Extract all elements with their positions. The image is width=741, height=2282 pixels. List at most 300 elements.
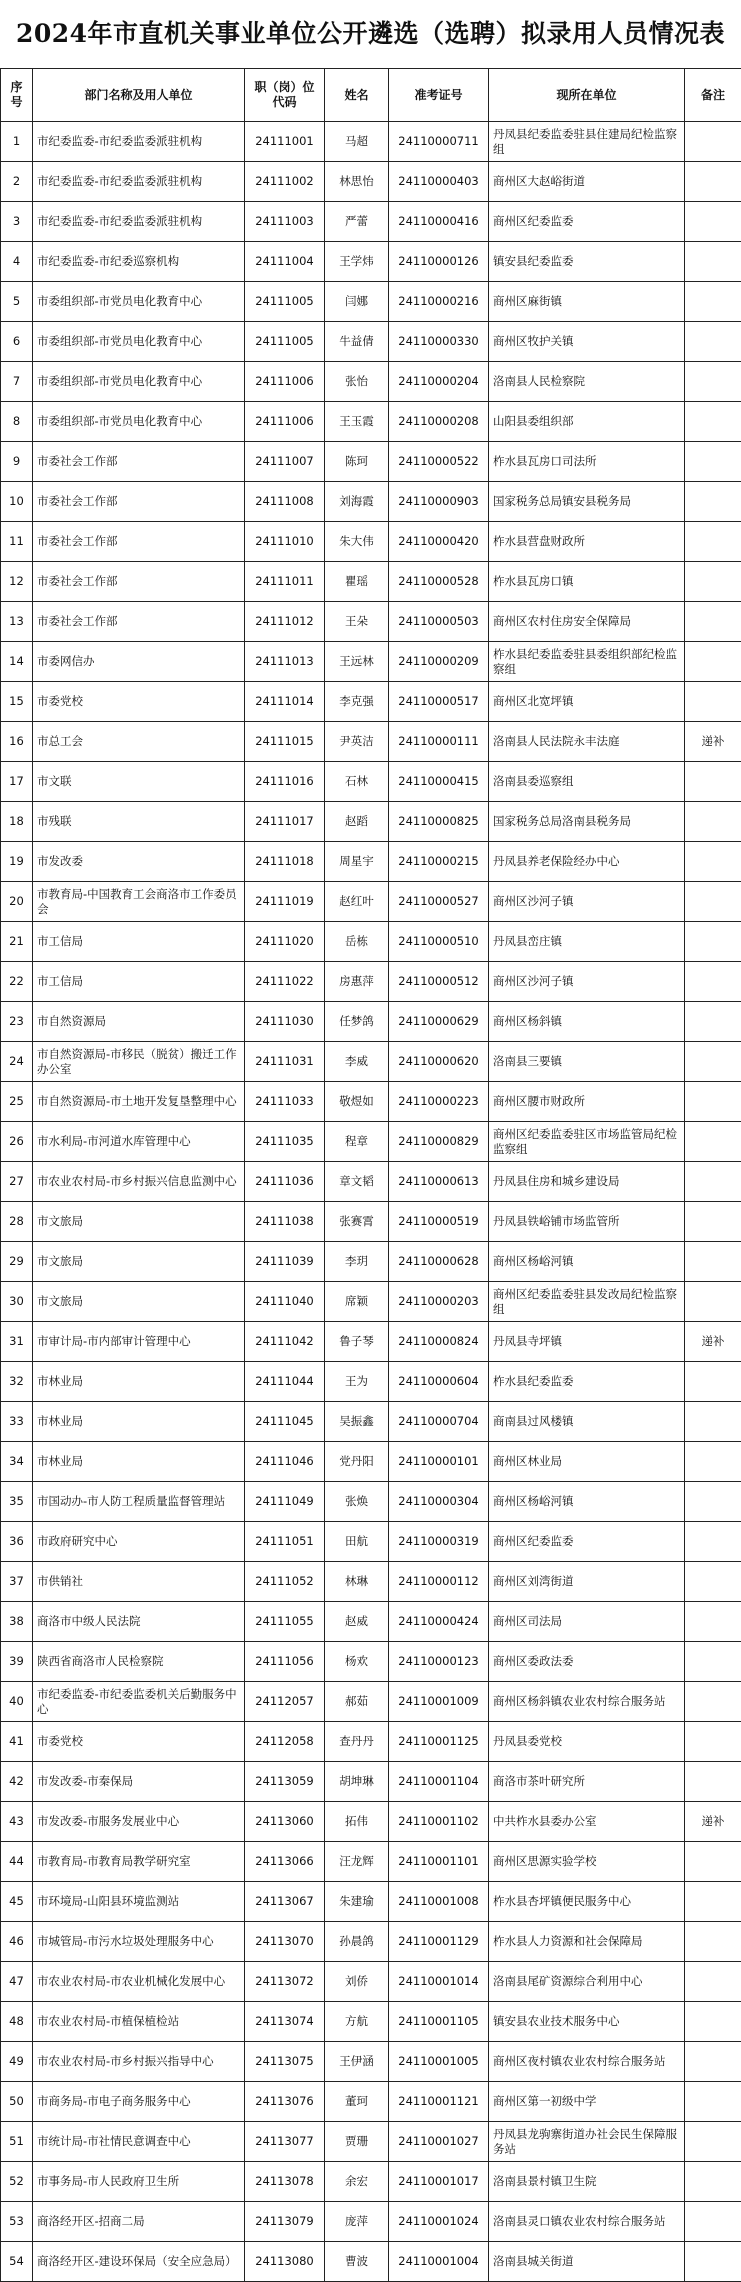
cell-note (685, 1482, 741, 1522)
cell-ticket: 24110000628 (389, 1242, 489, 1282)
cell-no: 45 (1, 1882, 33, 1922)
cell-dept: 市委社会工作部 (33, 602, 245, 642)
cell-dept: 市政府研究中心 (33, 1522, 245, 1562)
cell-dept: 市文联 (33, 762, 245, 802)
cell-ticket: 24110000123 (389, 1642, 489, 1682)
cell-no: 27 (1, 1162, 33, 1202)
cell-code: 24111052 (245, 1562, 325, 1602)
cell-name: 林琳 (325, 1562, 389, 1602)
cell-unit: 商州区杨斜镇 (489, 1002, 685, 1042)
cell-ticket: 24110000629 (389, 1002, 489, 1042)
cell-code: 24111030 (245, 1002, 325, 1042)
cell-no: 48 (1, 2002, 33, 2042)
cell-ticket: 24110000223 (389, 1082, 489, 1122)
cell-no: 24 (1, 1042, 33, 1082)
cell-code: 24111044 (245, 1362, 325, 1402)
table-row (1, 882, 741, 922)
table-row (1, 1922, 741, 1962)
cell-unit: 商州区思源实验学校 (489, 1842, 685, 1882)
cell-note (685, 1602, 741, 1642)
cell-ticket: 24110000101 (389, 1442, 489, 1482)
cell-unit: 商州区杨斜镇农业农村综合服务站 (489, 1682, 685, 1722)
table-row (1, 642, 741, 682)
cell-unit: 洛南县尾矿资源综合利用中心 (489, 1962, 685, 2002)
header-dept: 部门名称及用人单位 (33, 69, 245, 122)
cell-no: 16 (1, 722, 33, 762)
cell-ticket: 24110000126 (389, 242, 489, 282)
cell-unit: 商州区林业局 (489, 1442, 685, 1482)
cell-dept: 市自然资源局 (33, 1002, 245, 1042)
cell-code: 24111045 (245, 1402, 325, 1442)
cell-code: 24111007 (245, 442, 325, 482)
cell-unit: 洛南县三要镇 (489, 1042, 685, 1082)
table-row (1, 1122, 741, 1162)
cell-no: 47 (1, 1962, 33, 2002)
cell-code: 24111003 (245, 202, 325, 242)
cell-dept: 市委党校 (33, 1722, 245, 1762)
cell-no: 7 (1, 362, 33, 402)
header-code: 职（岗）位代码 (245, 69, 325, 122)
table-row (1, 402, 741, 442)
cell-no: 25 (1, 1082, 33, 1122)
cell-code: 24113076 (245, 2082, 325, 2122)
cell-code: 24111001 (245, 122, 325, 162)
cell-unit: 商州区纪委监委 (489, 1522, 685, 1562)
cell-code: 24111005 (245, 282, 325, 322)
cell-unit: 国家税务总局洛南县税务局 (489, 802, 685, 842)
cell-no: 50 (1, 2082, 33, 2122)
cell-ticket: 24110000825 (389, 802, 489, 842)
cell-no: 8 (1, 402, 33, 442)
cell-name: 牛益倩 (325, 322, 389, 362)
cell-no: 31 (1, 1322, 33, 1362)
cell-note (685, 802, 741, 842)
cell-unit: 国家税务总局镇安县税务局 (489, 482, 685, 522)
cell-code: 24111017 (245, 802, 325, 842)
cell-unit: 丹凤县寺坪镇 (489, 1322, 685, 1362)
cell-no: 3 (1, 202, 33, 242)
cell-code: 24111031 (245, 1042, 325, 1082)
cell-ticket: 24110000319 (389, 1522, 489, 1562)
cell-code: 24111012 (245, 602, 325, 642)
cell-code: 24113075 (245, 2042, 325, 2082)
cell-code: 24111014 (245, 682, 325, 722)
cell-ticket: 24110001129 (389, 1922, 489, 1962)
cell-name: 王远林 (325, 642, 389, 682)
table-row (1, 2042, 741, 2082)
cell-ticket: 24110001104 (389, 1762, 489, 1802)
cell-dept: 市总工会 (33, 722, 245, 762)
cell-dept: 市统计局-市社情民意调查中心 (33, 2122, 245, 2162)
cell-ticket: 24110000528 (389, 562, 489, 602)
cell-name: 郝茹 (325, 1682, 389, 1722)
cell-dept: 市林业局 (33, 1402, 245, 1442)
cell-name: 庞萍 (325, 2202, 389, 2242)
cell-no: 2 (1, 162, 33, 202)
cell-no: 10 (1, 482, 33, 522)
cell-note (685, 682, 741, 722)
cell-no: 35 (1, 1482, 33, 1522)
cell-note (685, 442, 741, 482)
cell-note (685, 2002, 741, 2042)
cell-ticket: 24110000711 (389, 122, 489, 162)
cell-unit: 商州区农村住房安全保障局 (489, 602, 685, 642)
cell-no: 37 (1, 1562, 33, 1602)
cell-note (685, 1162, 741, 1202)
table-row (1, 1482, 741, 1522)
table-row (1, 1562, 741, 1602)
cell-unit: 丹凤县纪委监委驻县住建局纪检监察组 (489, 122, 685, 162)
cell-dept: 市发改委-市服务发展业中心 (33, 1802, 245, 1842)
cell-note (685, 242, 741, 282)
cell-note (685, 162, 741, 202)
cell-name: 闫娜 (325, 282, 389, 322)
cell-no: 28 (1, 1202, 33, 1242)
cell-unit: 商州区第一初级中学 (489, 2082, 685, 2122)
cell-ticket: 24110000420 (389, 522, 489, 562)
table-row (1, 1442, 741, 1482)
table-row (1, 1282, 741, 1322)
cell-note (685, 482, 741, 522)
cell-unit: 中共柞水县委办公室 (489, 1802, 685, 1842)
cell-unit: 商州区纪委监委驻区市场监管局纪检监察组 (489, 1122, 685, 1162)
cell-no: 52 (1, 2162, 33, 2202)
cell-ticket: 24110000424 (389, 1602, 489, 1642)
cell-note (685, 1402, 741, 1442)
cell-unit: 柞水县瓦房口司法所 (489, 442, 685, 482)
cell-no: 18 (1, 802, 33, 842)
table-row (1, 802, 741, 842)
cell-unit: 商州区大赵峪街道 (489, 162, 685, 202)
cell-code: 24113059 (245, 1762, 325, 1802)
cell-code: 24111015 (245, 722, 325, 762)
table-row (1, 482, 741, 522)
cell-code: 24113077 (245, 2122, 325, 2162)
cell-code: 24111005 (245, 322, 325, 362)
cell-note (685, 1882, 741, 1922)
table-row (1, 1602, 741, 1642)
cell-note (685, 1762, 741, 1802)
cell-dept: 市审计局-市内部审计管理中心 (33, 1322, 245, 1362)
cell-unit: 商州区沙河子镇 (489, 882, 685, 922)
cell-dept: 市农业农村局-市乡村振兴指导中心 (33, 2042, 245, 2082)
cell-unit: 商南县过风楼镇 (489, 1402, 685, 1442)
cell-unit: 丹凤县住房和城乡建设局 (489, 1162, 685, 1202)
cell-no: 43 (1, 1802, 33, 1842)
cell-unit: 商州区杨峪河镇 (489, 1482, 685, 1522)
recruitment-table (0, 68, 741, 2282)
cell-code: 24111011 (245, 562, 325, 602)
cell-dept: 市事务局-市人民政府卫生所 (33, 2162, 245, 2202)
table-row (1, 1842, 741, 1882)
cell-ticket: 24110000613 (389, 1162, 489, 1202)
cell-unit: 镇安县纪委监委 (489, 242, 685, 282)
cell-no: 23 (1, 1002, 33, 1042)
cell-no: 51 (1, 2122, 33, 2162)
cell-ticket: 24110001101 (389, 1842, 489, 1882)
cell-name: 李玥 (325, 1242, 389, 1282)
cell-no: 14 (1, 642, 33, 682)
cell-name: 董珂 (325, 2082, 389, 2122)
cell-ticket: 24110000903 (389, 482, 489, 522)
cell-dept: 市林业局 (33, 1442, 245, 1482)
cell-name: 张怡 (325, 362, 389, 402)
cell-ticket: 24110001004 (389, 2242, 489, 2282)
cell-code: 24111038 (245, 1202, 325, 1242)
cell-note (685, 762, 741, 802)
cell-no: 21 (1, 922, 33, 962)
cell-unit: 柞水县杏坪镇便民服务中心 (489, 1882, 685, 1922)
cell-dept: 市自然资源局-市移民（脱贫）搬迁工作办公室 (33, 1042, 245, 1082)
table-row (1, 1802, 741, 1842)
cell-note (685, 1722, 741, 1762)
cell-name: 查丹丹 (325, 1722, 389, 1762)
cell-no: 36 (1, 1522, 33, 1562)
table-row (1, 602, 741, 642)
table-row (1, 1042, 741, 1082)
table-row (1, 442, 741, 482)
table-row (1, 1522, 741, 1562)
cell-ticket: 24110000216 (389, 282, 489, 322)
cell-name: 周星宇 (325, 842, 389, 882)
cell-code: 24113067 (245, 1882, 325, 1922)
cell-unit: 洛南县灵口镇农业农村综合服务站 (489, 2202, 685, 2242)
cell-note: 递补 (685, 1802, 741, 1842)
cell-no: 11 (1, 522, 33, 562)
cell-note (685, 1562, 741, 1602)
cell-name: 王为 (325, 1362, 389, 1402)
cell-code: 24111010 (245, 522, 325, 562)
table-row (1, 682, 741, 722)
cell-code: 24111051 (245, 1522, 325, 1562)
cell-ticket: 24110000403 (389, 162, 489, 202)
cell-ticket: 24110000704 (389, 1402, 489, 1442)
cell-note (685, 122, 741, 162)
cell-name: 胡坤琳 (325, 1762, 389, 1802)
cell-code: 24111008 (245, 482, 325, 522)
table-row (1, 1962, 741, 2002)
cell-no: 40 (1, 1682, 33, 1722)
cell-no: 20 (1, 882, 33, 922)
cell-name: 张赛霄 (325, 1202, 389, 1242)
cell-name: 马超 (325, 122, 389, 162)
cell-dept: 商洛经开区-建设环保局（安全应急局） (33, 2242, 245, 2282)
cell-name: 刘侨 (325, 1962, 389, 2002)
cell-name: 章文韬 (325, 1162, 389, 1202)
cell-ticket: 24110001121 (389, 2082, 489, 2122)
cell-dept: 市纪委监委-市纪委监委派驻机构 (33, 162, 245, 202)
cell-code: 24111046 (245, 1442, 325, 1482)
header-no: 序号 (1, 69, 33, 122)
cell-dept: 市文旅局 (33, 1242, 245, 1282)
table-body (1, 122, 741, 2282)
cell-name: 王玉霞 (325, 402, 389, 442)
cell-name: 岳栋 (325, 922, 389, 962)
cell-ticket: 24110001027 (389, 2122, 489, 2162)
cell-no: 49 (1, 2042, 33, 2082)
table-row (1, 1722, 741, 1762)
cell-unit: 商州区牧护关镇 (489, 322, 685, 362)
cell-note (685, 1682, 741, 1722)
cell-note (685, 922, 741, 962)
cell-dept: 市委网信办 (33, 642, 245, 682)
cell-dept: 市环境局-山阳县环境监测站 (33, 1882, 245, 1922)
cell-dept: 商洛市中级人民法院 (33, 1602, 245, 1642)
table-row (1, 1762, 741, 1802)
cell-name: 陈珂 (325, 442, 389, 482)
cell-code: 24111006 (245, 362, 325, 402)
cell-no: 5 (1, 282, 33, 322)
cell-unit: 丹凤县龙驹寨街道办社会民生保障服务站 (489, 2122, 685, 2162)
cell-dept: 市教育局-市教育局教学研究室 (33, 1842, 245, 1882)
cell-code: 24113079 (245, 2202, 325, 2242)
cell-name: 赵威 (325, 1602, 389, 1642)
cell-dept: 市委组织部-市党员电化教育中心 (33, 402, 245, 442)
cell-ticket: 24110000330 (389, 322, 489, 362)
table-row (1, 842, 741, 882)
cell-note (685, 202, 741, 242)
cell-dept: 市农业农村局-市农业机械化发展中心 (33, 1962, 245, 2002)
cell-code: 24111042 (245, 1322, 325, 1362)
cell-unit: 丹凤县峦庄镇 (489, 922, 685, 962)
cell-name: 赵蹈 (325, 802, 389, 842)
cell-ticket: 24110000522 (389, 442, 489, 482)
table-row (1, 722, 741, 762)
table-row (1, 1002, 741, 1042)
cell-unit: 洛南县城关街道 (489, 2242, 685, 2282)
cell-no: 39 (1, 1642, 33, 1682)
cell-ticket: 24110000503 (389, 602, 489, 642)
cell-name: 方航 (325, 2002, 389, 2042)
cell-note (685, 2162, 741, 2202)
table-row (1, 922, 741, 962)
cell-dept: 市文旅局 (33, 1202, 245, 1242)
cell-name: 房惠萍 (325, 962, 389, 1002)
cell-ticket: 24110000208 (389, 402, 489, 442)
cell-ticket: 24110000824 (389, 1322, 489, 1362)
cell-no: 26 (1, 1122, 33, 1162)
cell-note (685, 2242, 741, 2282)
cell-name: 石林 (325, 762, 389, 802)
cell-unit: 商州区司法局 (489, 1602, 685, 1642)
cell-name: 李威 (325, 1042, 389, 1082)
cell-dept: 市委社会工作部 (33, 562, 245, 602)
table-row (1, 522, 741, 562)
cell-unit: 商州区沙河子镇 (489, 962, 685, 1002)
table-row (1, 2082, 741, 2122)
table-row (1, 122, 741, 162)
cell-ticket: 24110001014 (389, 1962, 489, 2002)
cell-no: 19 (1, 842, 33, 882)
cell-no: 29 (1, 1242, 33, 1282)
cell-name: 朱建瑜 (325, 1882, 389, 1922)
cell-name: 王学炜 (325, 242, 389, 282)
cell-note (685, 1642, 741, 1682)
cell-note (685, 962, 741, 1002)
cell-unit: 洛南县委巡察组 (489, 762, 685, 802)
cell-name: 瞿瑶 (325, 562, 389, 602)
cell-unit: 商州区北宽坪镇 (489, 682, 685, 722)
cell-dept: 市残联 (33, 802, 245, 842)
cell-note (685, 2122, 741, 2162)
cell-dept: 商洛经开区-招商二局 (33, 2202, 245, 2242)
cell-name: 林思怡 (325, 162, 389, 202)
cell-unit: 商州区夜村镇农业农村综合服务站 (489, 2042, 685, 2082)
cell-name: 敬煜如 (325, 1082, 389, 1122)
table-row (1, 1402, 741, 1442)
table-row (1, 1202, 741, 1242)
cell-unit: 商州区纪委监委驻县发改局纪检监察组 (489, 1282, 685, 1322)
cell-code: 24113080 (245, 2242, 325, 2282)
table-row (1, 2122, 741, 2162)
cell-ticket: 24110000204 (389, 362, 489, 402)
cell-ticket: 24110000215 (389, 842, 489, 882)
cell-no: 13 (1, 602, 33, 642)
cell-ticket: 24110000203 (389, 1282, 489, 1322)
cell-unit: 柞水县纪委监委驻县委组织部纪检监察组 (489, 642, 685, 682)
cell-note (685, 1002, 741, 1042)
cell-dept: 市纪委监委-市纪委监委派驻机构 (33, 122, 245, 162)
table-row (1, 242, 741, 282)
table-row (1, 1162, 741, 1202)
cell-ticket: 24110000416 (389, 202, 489, 242)
cell-unit: 柞水县营盘财政所 (489, 522, 685, 562)
table-row (1, 962, 741, 1002)
table-row (1, 202, 741, 242)
table-row (1, 2242, 741, 2282)
cell-dept: 市委组织部-市党员电化教育中心 (33, 362, 245, 402)
cell-no: 22 (1, 962, 33, 1002)
cell-note (685, 362, 741, 402)
cell-dept: 市农业农村局-市植保植检站 (33, 2002, 245, 2042)
cell-unit: 丹凤县养老保险经办中心 (489, 842, 685, 882)
cell-unit: 丹凤县铁峪铺市场监管所 (489, 1202, 685, 1242)
cell-name: 严蕾 (325, 202, 389, 242)
cell-dept: 市委组织部-市党员电化教育中心 (33, 282, 245, 322)
cell-dept: 市委社会工作部 (33, 482, 245, 522)
cell-no: 6 (1, 322, 33, 362)
cell-no: 4 (1, 242, 33, 282)
cell-ticket: 24110000527 (389, 882, 489, 922)
cell-name: 程章 (325, 1122, 389, 1162)
cell-unit: 商州区麻街镇 (489, 282, 685, 322)
header-name: 姓名 (325, 69, 389, 122)
cell-code: 24112058 (245, 1722, 325, 1762)
cell-unit: 商州区委政法委 (489, 1642, 685, 1682)
cell-code: 24111035 (245, 1122, 325, 1162)
cell-name: 田航 (325, 1522, 389, 1562)
cell-no: 44 (1, 1842, 33, 1882)
cell-dept: 市农业农村局-市乡村振兴信息监测中心 (33, 1162, 245, 1202)
cell-code: 24111020 (245, 922, 325, 962)
cell-ticket: 24110001009 (389, 1682, 489, 1722)
cell-dept: 市工信局 (33, 922, 245, 962)
cell-note: 递补 (685, 1322, 741, 1362)
cell-code: 24113060 (245, 1802, 325, 1842)
cell-unit: 柞水县人力资源和社会保障局 (489, 1922, 685, 1962)
cell-dept: 市国动办-市人防工程质量监督管理站 (33, 1482, 245, 1522)
cell-note: 递补 (685, 722, 741, 762)
page-title: 2024年市直机关事业单位公开遴选（选聘）拟录用人员情况表 (0, 0, 741, 68)
cell-name: 王朵 (325, 602, 389, 642)
table-row (1, 1642, 741, 1682)
cell-name: 刘海霞 (325, 482, 389, 522)
table-row (1, 2162, 741, 2202)
cell-code: 24111036 (245, 1162, 325, 1202)
cell-no: 54 (1, 2242, 33, 2282)
cell-name: 张焕 (325, 1482, 389, 1522)
cell-name: 吴振鑫 (325, 1402, 389, 1442)
